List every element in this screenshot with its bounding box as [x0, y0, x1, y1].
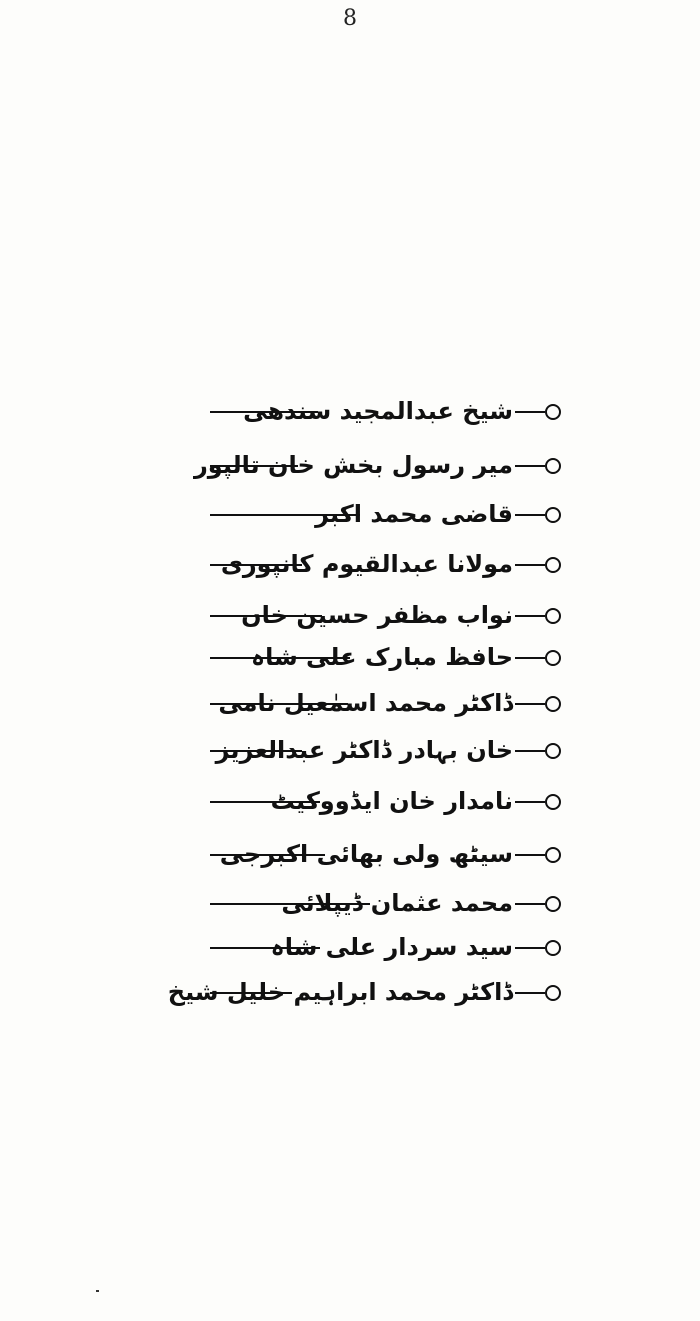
circle-bullet-icon	[545, 696, 561, 712]
entry-name: محمد عثمان ڈیپلائی	[281, 889, 513, 917]
blank-line	[210, 657, 350, 659]
circle-bullet-icon	[545, 507, 561, 523]
connector-line	[515, 750, 545, 752]
entry-name: میر رسول بخش خان تالپور	[193, 451, 513, 479]
connector-line	[515, 801, 545, 803]
list-item	[0, 932, 700, 972]
list-item	[0, 549, 700, 589]
circle-bullet-icon	[545, 896, 561, 912]
blank-line	[210, 854, 325, 856]
list-item	[0, 977, 700, 1017]
circle-bullet-icon	[545, 608, 561, 624]
circle-bullet-icon	[545, 794, 561, 810]
blank-line	[210, 514, 360, 516]
entry-name: قاضی محمد اکبر	[315, 500, 513, 528]
circle-bullet-icon	[545, 557, 561, 573]
entry-name: ڈاکٹر محمد ابراہیم خلیل شیخ	[167, 978, 513, 1006]
list-item	[0, 888, 700, 928]
blank-line	[210, 703, 348, 705]
list-item	[0, 839, 700, 879]
circle-bullet-icon	[545, 458, 561, 474]
list-item	[0, 786, 700, 826]
blank-line	[210, 750, 302, 752]
list-item	[0, 450, 700, 490]
blank-line	[210, 992, 292, 994]
blank-line	[210, 411, 318, 413]
page-number: 8	[343, 6, 357, 31]
circle-bullet-icon	[545, 940, 561, 956]
connector-line	[515, 854, 545, 856]
list-item	[0, 735, 700, 775]
connector-line	[515, 564, 545, 566]
connector-line	[515, 657, 545, 659]
entry-name: مولانا عبدالقیوم کانپوری	[220, 550, 513, 578]
list-item	[0, 642, 700, 682]
page-speck	[96, 1290, 99, 1292]
connector-line	[515, 411, 545, 413]
entry-name: نامدار خان ایڈووکیٹ	[270, 787, 513, 815]
circle-bullet-icon	[545, 985, 561, 1001]
circle-bullet-icon	[545, 650, 561, 666]
list-item	[0, 396, 700, 436]
entry-name: شیخ عبدالمجید سندھی	[243, 397, 513, 425]
blank-line	[210, 615, 322, 617]
connector-line	[515, 947, 545, 949]
entry-name: سیٹھ ولی بھائی اکبرجی	[219, 840, 513, 868]
circle-bullet-icon	[545, 404, 561, 420]
connector-line	[515, 514, 545, 516]
list-item	[0, 499, 700, 539]
list-item	[0, 600, 700, 640]
entry-name: خان بہادر ڈاکٹر عبدالعزیز	[215, 736, 513, 764]
entry-name: حافظ مبارک علی شاہ	[251, 643, 513, 671]
list-item	[0, 688, 700, 728]
blank-line	[210, 465, 298, 467]
connector-line	[515, 465, 545, 467]
connector-line	[515, 903, 545, 905]
connector-line	[515, 615, 545, 617]
entry-name: سید سردار علی شاہ	[270, 933, 513, 961]
connector-line	[515, 992, 545, 994]
blank-line	[210, 947, 320, 949]
circle-bullet-icon	[545, 743, 561, 759]
entry-name: ڈاکٹر محمد اسمٰعیل نامی	[218, 689, 513, 717]
blank-line	[210, 903, 370, 905]
circle-bullet-icon	[545, 847, 561, 863]
entry-name: نواب مظفر حسین خاں	[241, 601, 513, 629]
blank-line	[210, 564, 302, 566]
connector-line	[515, 703, 545, 705]
blank-line	[210, 801, 320, 803]
